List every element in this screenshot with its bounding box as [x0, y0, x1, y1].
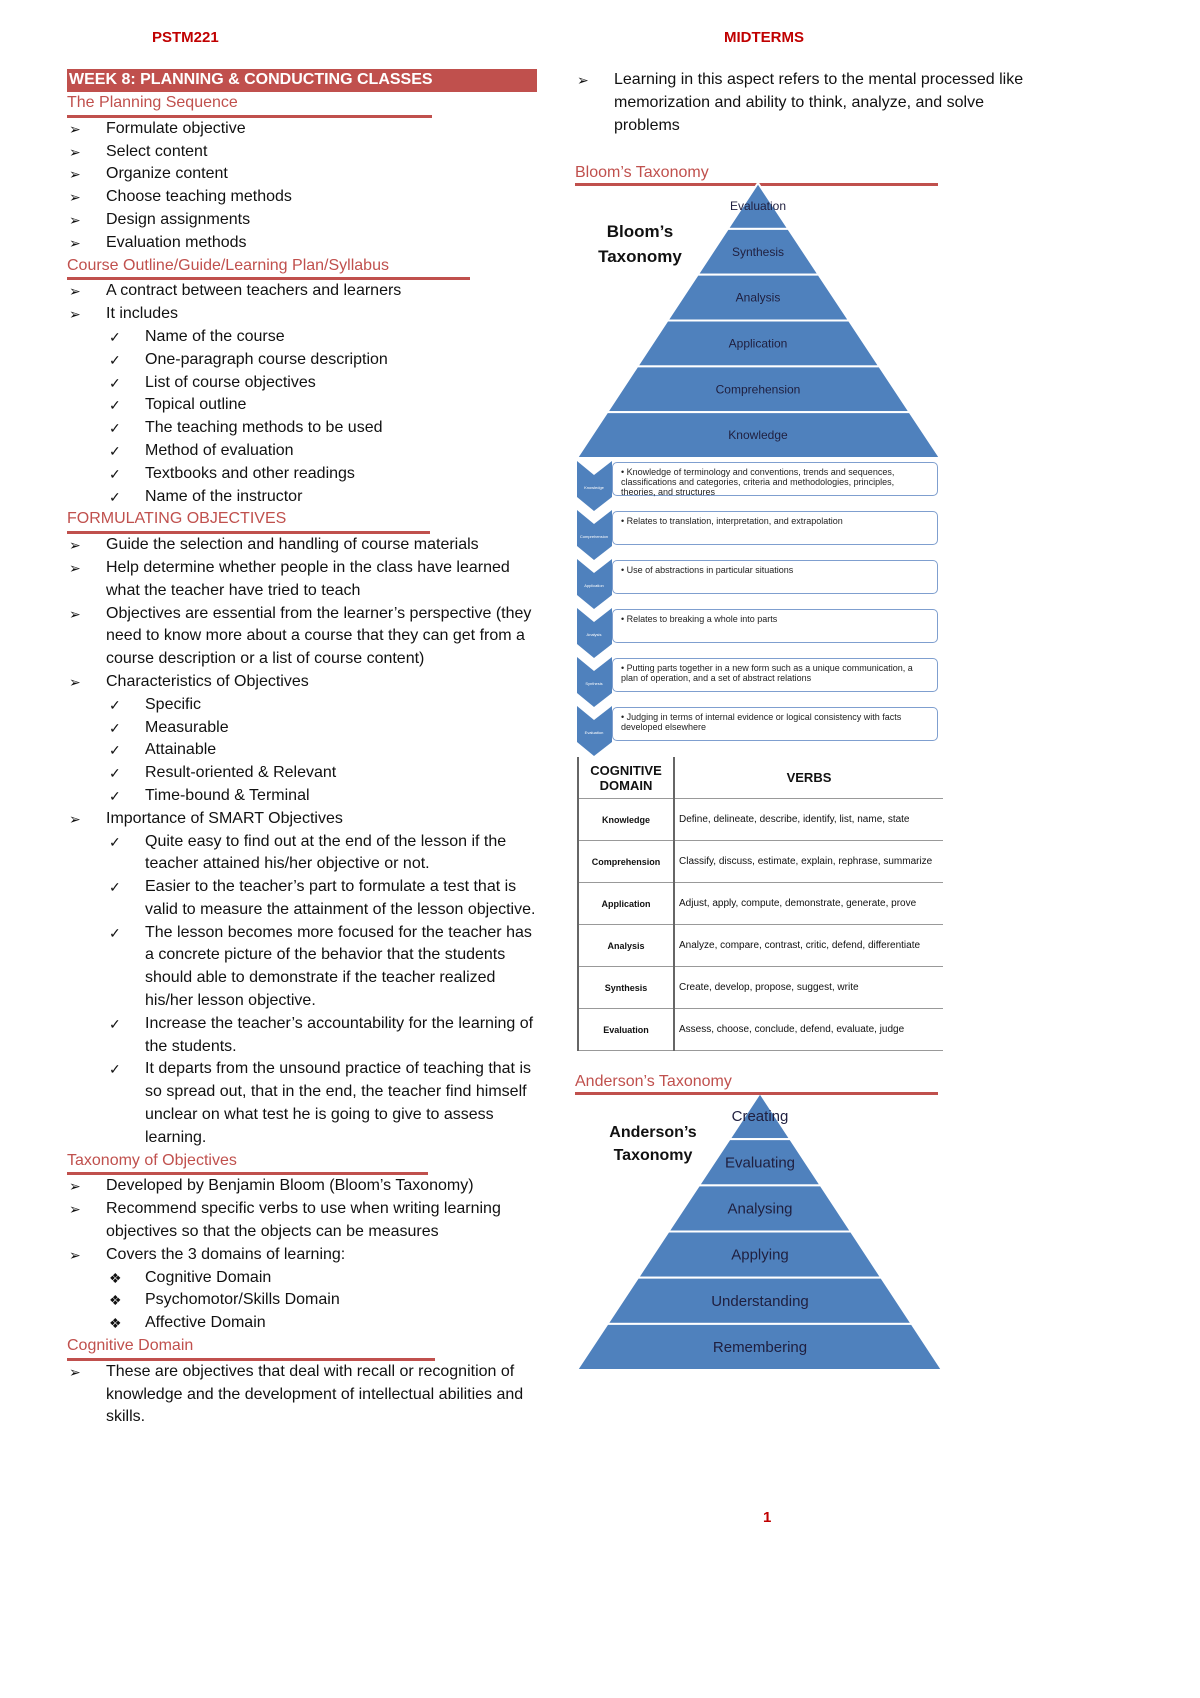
table-row [578, 1009, 943, 1051]
arrow-bullet-icon: ➢ [69, 537, 81, 554]
chevron-description: • Relates to translation, interpretation, and extrapolation [612, 511, 938, 545]
term-label: MIDTERMS [724, 29, 804, 46]
verbs-cell: Adjust, apply, compute, demonstrate, generate, prove [674, 883, 943, 925]
pyramid-level-label: Remembering [712, 1338, 808, 1356]
checkmark-icon: ✓ [109, 787, 121, 804]
chevron-label: Application [584, 583, 604, 588]
section-heading: Course Outline/Guide/Learning Plan/Syllabus [67, 255, 470, 281]
chevron-label: Evaluation [584, 730, 604, 735]
chevron-description: • Knowledge of terminology and conventions, trends and sequences, classifications and categories, criteria and methodologies, principles, theories, and structures [612, 462, 938, 496]
list-item-text: Time-bound & Terminal [145, 786, 310, 804]
checkmark-icon: ✓ [109, 397, 121, 414]
list-item-text: Topical outline [145, 396, 247, 414]
table-header: COGNITIVE DOMAIN [578, 757, 674, 799]
checkmark-icon: ✓ [109, 420, 121, 437]
checkmark-icon: ✓ [109, 1015, 121, 1032]
list-item-text: Organize content [106, 165, 228, 183]
anderson-heading: Anderson’s Taxonomy [575, 1072, 938, 1095]
week-title-bar: WEEK 8: PLANNING & CONDUCTING CLASSES [67, 69, 537, 92]
list-item-text: Recommend specific verbs to use when writing learning objectives so that the objects can be measures [106, 1200, 501, 1241]
chevron-description: • Use of abstractions in particular situations [612, 560, 938, 594]
arrow-bullet-icon: ➢ [69, 166, 81, 183]
list-item-text: Increase the teacher’s accountability for the learning of the students. [145, 1014, 534, 1055]
verbs-cell: Assess, choose, conclude, defend, evaluate, judge [674, 1009, 943, 1051]
verbs-cell: Define, delineate, describe, identify, list, name, state [674, 799, 943, 841]
verbs-cell: Analyze, compare, contrast, critic, defend, differentiate [674, 925, 943, 967]
arrow-bullet-icon: ➢ [69, 306, 81, 323]
checkmark-icon: ✓ [109, 465, 121, 482]
domain-cell: Synthesis [578, 967, 674, 1009]
anderson-pyramid-title: Anderson’s Taxonomy [609, 1124, 697, 1164]
arrow-bullet-icon: ➢ [69, 810, 81, 827]
domain-cell: Comprehension [578, 841, 674, 883]
intro-text: Learning in this aspect refers to the mental processed like memorization and ability to think, analyze, and solve problems [614, 71, 1024, 134]
table-row [578, 799, 943, 841]
pyramid-level-label: Knowledge [728, 428, 788, 443]
list-item-text: One-paragraph course description [145, 350, 388, 368]
list-item-text: These are objectives that deal with recall or recognition of knowledge and the development of intellectual abilities and skills. [106, 1362, 524, 1426]
section-heading: The Planning Sequence [67, 92, 432, 118]
pyramid-level-label: Application [728, 336, 788, 351]
arrow-bullet-icon: ➢ [69, 189, 81, 206]
list-item-text: The teaching methods to be used [145, 419, 383, 437]
list-item-text: Name of the course [145, 327, 285, 345]
checkmark-icon: ✓ [109, 696, 121, 713]
verbs-cell: Classify, discuss, estimate, explain, rephrase, summarize [674, 841, 943, 883]
checkmark-icon: ✓ [109, 374, 121, 391]
table-header: VERBS [674, 757, 943, 799]
domain-cell: Application [578, 883, 674, 925]
cognitive-verbs-table [577, 757, 943, 1051]
list-item-text: Covers the 3 domains of learning: [106, 1245, 346, 1263]
arrow-bullet-icon: ➢ [69, 1363, 81, 1380]
list-item-text: List of course objectives [145, 373, 316, 391]
list-item-text: Cognitive Domain [145, 1268, 272, 1286]
list-item-text: Guide the selection and handling of course materials [106, 536, 479, 554]
arrow-bullet-icon: ➢ [69, 673, 81, 690]
list-item-text: Result-oriented & Relevant [145, 764, 337, 782]
list-item-text: Select content [106, 142, 208, 160]
pyramid-level-label: Creating [731, 1108, 789, 1126]
section-heading: FORMULATING OBJECTIVES [67, 508, 430, 534]
list-item-text: Method of evaluation [145, 441, 294, 459]
verbs-cell: Create, develop, propose, suggest, write [674, 967, 943, 1009]
chevron-label: Knowledge [584, 485, 604, 490]
pyramid-level-label: Understanding [711, 1292, 809, 1310]
course-code: PSTM221 [152, 29, 219, 46]
chevron-label: Comprehension [579, 534, 609, 539]
chevron-description: • Judging in terms of internal evidence or logical consistency with facts developed elsewhere [612, 707, 938, 741]
list-item-text: Importance of SMART Objectives [106, 809, 343, 827]
checkmark-icon: ✓ [109, 765, 121, 782]
section-heading: Taxonomy of Objectives [67, 1150, 428, 1176]
table-row [578, 967, 943, 1009]
checkmark-icon: ✓ [109, 1061, 121, 1078]
arrow-bullet-icon: ➢ [69, 1201, 81, 1218]
diamond-bullet-icon: ❖ [109, 1315, 122, 1332]
list-item-text: Help determine whether people in the class have learned what the teacher have tried to teach [106, 558, 510, 599]
checkmark-icon: ✓ [109, 442, 121, 459]
arrow-bullet-icon: ➢ [69, 120, 81, 137]
list-item-text: Affective Domain [145, 1314, 266, 1332]
list-item-text: Attainable [145, 741, 217, 759]
list-item-text: Measurable [145, 718, 229, 736]
chevron-description: • Putting parts together in a new form such as a unique communication, a plan of operation, and a set of abstract relations [612, 658, 938, 692]
list-item-text: Developed by Benjamin Bloom (Bloom’s Taxonomy) [106, 1177, 474, 1195]
page-number: 1 [763, 1509, 772, 1526]
diamond-bullet-icon: ❖ [109, 1269, 122, 1286]
list-item-text: Name of the instructor [145, 487, 303, 505]
pyramid-level-label: Applying [731, 1246, 789, 1264]
list-item-text: Formulate objective [106, 119, 246, 137]
table-row [578, 841, 943, 883]
arrow-bullet-icon: ➢ [69, 234, 81, 251]
arrow-bullet-icon: ➢ [69, 1246, 81, 1263]
list-item-text: Specific [145, 695, 202, 713]
table-row [578, 925, 943, 967]
pyramid-level-label: Analysis [735, 290, 781, 305]
list-item-text: A contract between teachers and learners [106, 282, 402, 300]
arrow-bullet-icon: ➢ [69, 605, 81, 622]
domain-cell: Analysis [578, 925, 674, 967]
pyramid-level-label: Comprehension [715, 382, 801, 397]
list-item-text: Characteristics of Objectives [106, 672, 309, 690]
list-item-text: Quite easy to find out at the end of the lesson if the teacher attained his/her objective or not. [145, 832, 507, 873]
table-row [578, 883, 943, 925]
arrow-bullet-icon: ➢ [69, 283, 81, 300]
checkmark-icon: ✓ [109, 742, 121, 759]
list-item-text: It includes [106, 305, 179, 323]
arrow-bullet-icon: ➢ [69, 1178, 81, 1195]
list-item-text: Evaluation methods [106, 233, 247, 251]
domain-cell: Evaluation [578, 1009, 674, 1051]
checkmark-icon: ✓ [109, 833, 121, 850]
pyramid-level-label: Evaluation [729, 198, 787, 213]
diamond-bullet-icon: ❖ [109, 1292, 122, 1309]
list-item-text: Textbooks and other readings [145, 464, 355, 482]
arrow-bullet-icon: ➢ [577, 72, 589, 88]
pyramid-level-label: Analysing [727, 1200, 793, 1218]
arrow-bullet-icon: ➢ [69, 559, 81, 576]
checkmark-icon: ✓ [109, 351, 121, 368]
checkmark-icon: ✓ [109, 328, 121, 345]
list-item-text: Easier to the teacher’s part to formulate a test that is valid to measure the attainment of the lesson objective. [145, 878, 536, 918]
section-heading: Cognitive Domain [67, 1335, 435, 1361]
checkmark-icon: ✓ [109, 879, 121, 896]
chevron-description: • Relates to breaking a whole into parts [612, 609, 938, 643]
pyramid-level-label: Evaluating [724, 1154, 796, 1172]
list-item-text: The lesson becomes more focused for the teacher has a concrete picture of the behavior that the students should able to demonstrate if the teacher realized his/her lesson objective. [145, 923, 532, 1010]
list-item-text: Psychomotor/Skills Domain [145, 1291, 340, 1309]
checkmark-icon: ✓ [109, 719, 121, 736]
arrow-bullet-icon: ➢ [69, 143, 81, 160]
arrow-bullet-icon: ➢ [69, 211, 81, 228]
list-item-text: Objectives are essential from the learner’s perspective (they need to know more about a course that they can get from a course description or a list of course content) [106, 604, 532, 668]
chevron-label: Synthesis [585, 681, 603, 686]
chevron-label: Analysis [586, 632, 602, 637]
bloom-heading: Bloom’s Taxonomy [575, 163, 938, 186]
bloom-pyramid-title: Bloom’s Taxonomy [598, 222, 682, 266]
checkmark-icon: ✓ [109, 924, 121, 941]
domain-cell: Knowledge [578, 799, 674, 841]
list-item-text: It departs from the unsound practice of teaching that is so spread out, that in the end, the teacher find himself unclear on what test he is going to give to assess learning. [145, 1060, 531, 1146]
checkmark-icon: ✓ [109, 488, 121, 505]
list-item-text: Choose teaching methods [106, 188, 292, 206]
pyramid-level-label: Synthesis [731, 244, 785, 259]
list-item-text: Design assignments [106, 210, 251, 228]
